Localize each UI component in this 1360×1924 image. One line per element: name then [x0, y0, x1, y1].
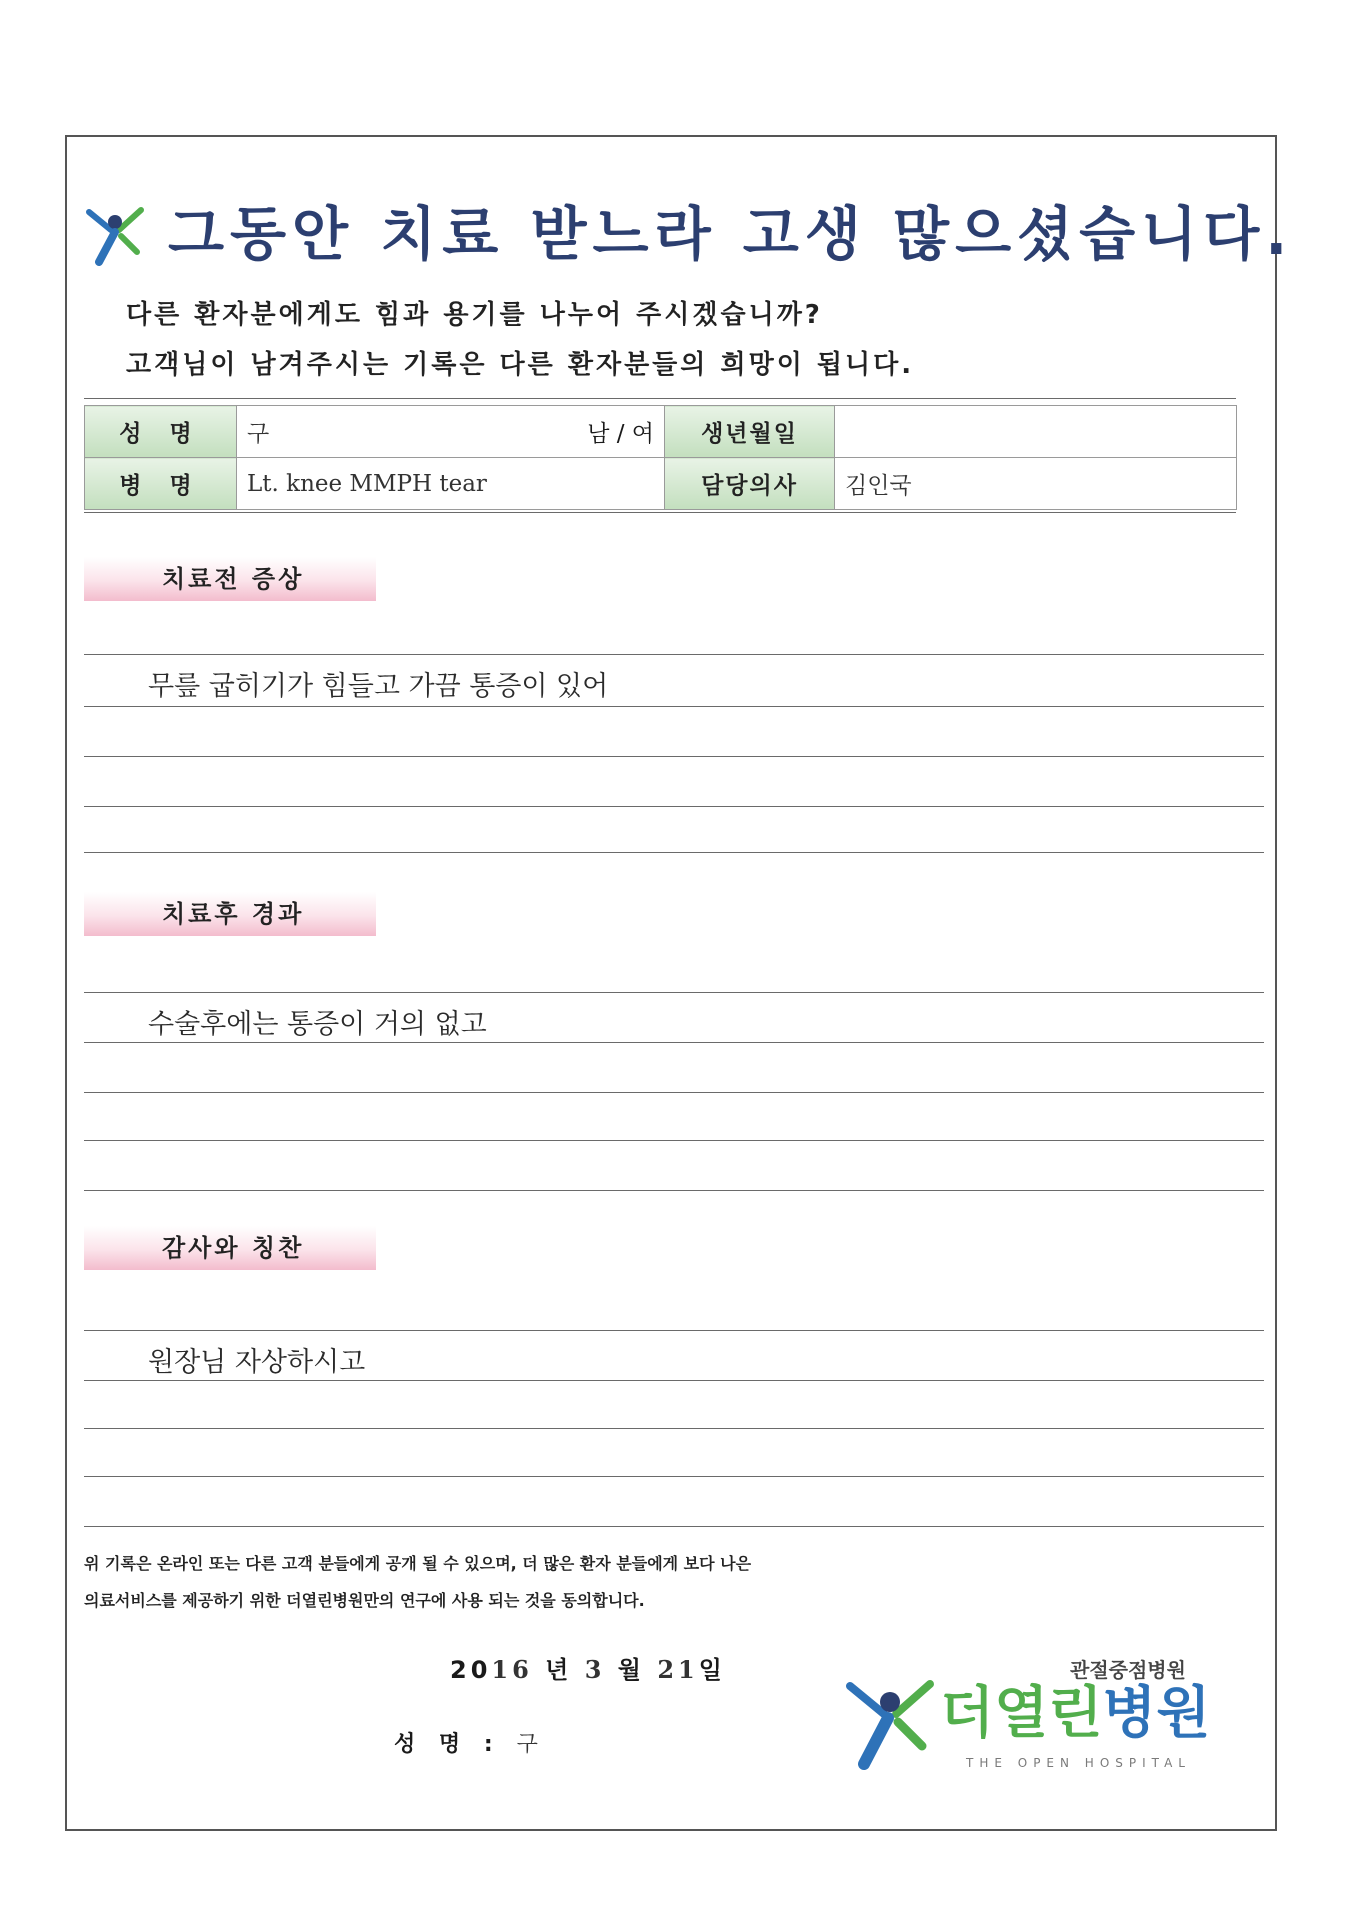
- disease-label: 병 명: [85, 458, 237, 510]
- ruled-line: [84, 654, 1264, 655]
- ruled-line: [84, 1190, 1264, 1191]
- patient-row-1: [85, 406, 1237, 458]
- disease-value: Lt. knee MMPH tear: [237, 458, 665, 510]
- doctor-value: 김인국: [835, 458, 1237, 510]
- intro-line-1: 다른 환자분에게도 힘과 용기를 나누어 주시겠습니까?: [126, 300, 823, 330]
- year-value: 16: [491, 1655, 533, 1684]
- before-text-line: 무릎 굽히기가 힘들고 가끔 통증이 있어: [148, 671, 609, 702]
- year-prefix: 20: [450, 1656, 492, 1684]
- hospital-logo-mark-icon: [844, 1672, 936, 1772]
- ruled-line: [84, 852, 1264, 853]
- form-frame: [65, 135, 1294, 1831]
- form-headline: 그동안 치료 받느라 고생 많으셨습니다.: [168, 200, 1294, 268]
- gender-choice: 남 / 여: [587, 421, 654, 447]
- ruled-line: [84, 992, 1264, 993]
- hospital-name-end: 병원: [1102, 1681, 1211, 1746]
- patient-info-table: [84, 405, 1237, 510]
- birth-label: 생년월일: [665, 406, 835, 458]
- table-top-rule: [84, 398, 1236, 399]
- birth-value: [835, 406, 1237, 458]
- name-label: 성 명: [85, 406, 237, 458]
- section-before-title: 치료전 증상: [84, 557, 376, 601]
- ruled-line: [84, 1330, 1264, 1331]
- patient-row-2: [85, 458, 1237, 510]
- hospital-name: [940, 1682, 1211, 1746]
- date-line: [450, 1650, 726, 1685]
- signature-label: 성 명 :: [394, 1732, 501, 1757]
- ruled-line: [84, 1476, 1264, 1477]
- dragonfly-mark-icon: [85, 202, 145, 268]
- section-thanks-title: 감사와 칭찬: [84, 1226, 376, 1270]
- name-value: 구: [247, 421, 270, 447]
- ruled-line: [84, 1526, 1264, 1527]
- month-value: 3: [584, 1655, 606, 1684]
- ruled-line: [84, 1140, 1264, 1141]
- signature-value: 구: [516, 1732, 538, 1757]
- year-unit: 년: [545, 1656, 573, 1684]
- ruled-line: [84, 756, 1264, 757]
- section-after-title: 치료후 경과: [84, 892, 376, 936]
- day-unit: 일: [698, 1656, 726, 1684]
- intro-line-2: 고객님이 남겨주시는 기록은 다른 환자분들의 희망이 됩니다.: [126, 350, 915, 380]
- thanks-text-line: 원장님 자상하시고: [148, 1347, 366, 1378]
- doctor-label: 담당의사: [665, 458, 835, 510]
- day-value: 21: [657, 1655, 699, 1684]
- ruled-line: [84, 1428, 1264, 1429]
- consent-line-2: 의료서비스를 제공하기 위한 더열린병원만의 연구에 사용 되는 것을 동의합니다.: [84, 1591, 645, 1610]
- consent-line-1: 위 기록은 온라인 또는 다른 고객 분들에게 공개 될 수 있으며, 더 많은 환자 분들에게 보다 나은: [84, 1554, 752, 1573]
- signature-line: [394, 1727, 538, 1758]
- after-text-line: 수술후에는 통증이 거의 없고: [148, 1009, 487, 1040]
- ruled-line: [84, 806, 1264, 807]
- hospital-name-start: 더열린: [940, 1681, 1103, 1746]
- name-cell: [237, 406, 665, 458]
- ruled-line: [84, 1092, 1264, 1093]
- hospital-name-en: THE OPEN HOSPITAL: [966, 1756, 1191, 1770]
- table-bottom-rule: [84, 512, 1236, 513]
- month-unit: 월: [617, 1656, 645, 1684]
- hospital-tagline: 관절중점병원: [1070, 1658, 1186, 1682]
